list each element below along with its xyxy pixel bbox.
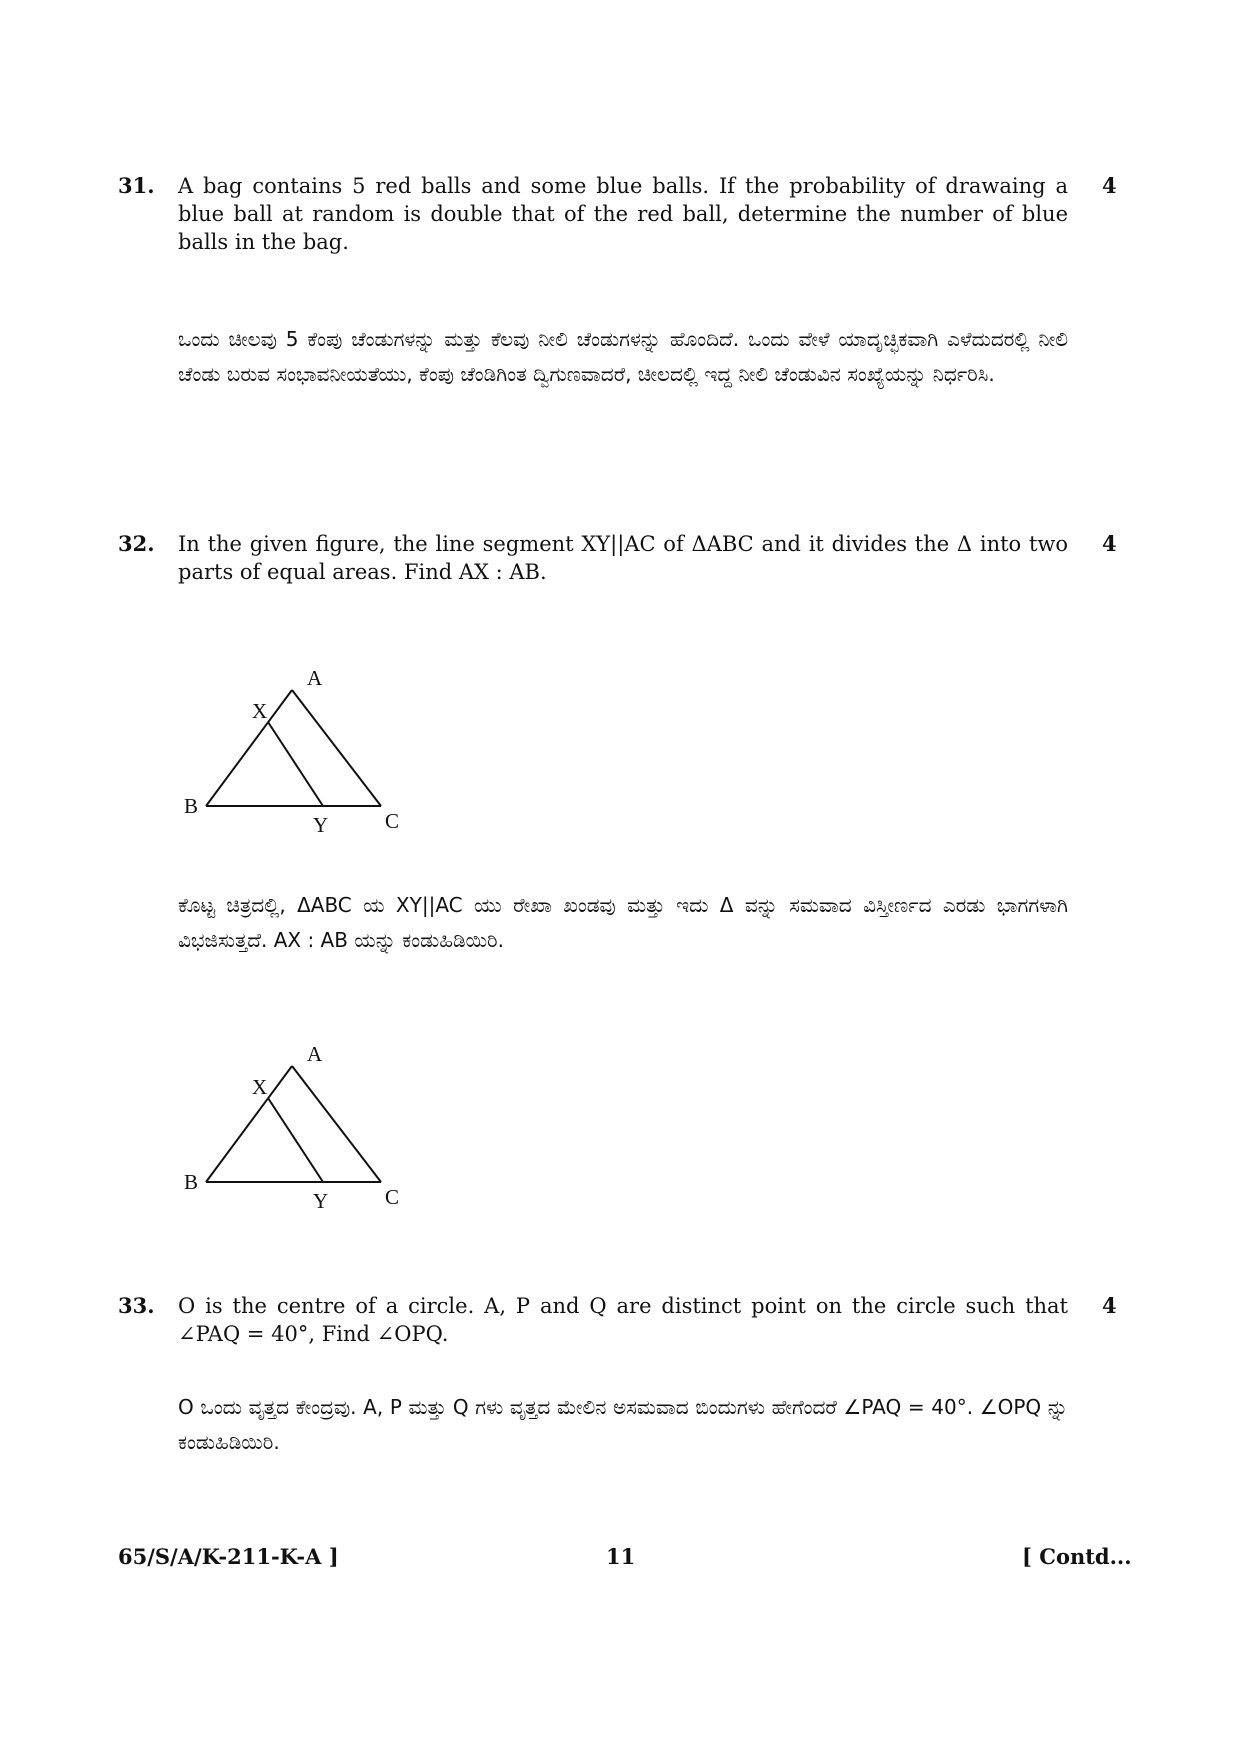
triangle-figure-kannada: [170, 1036, 430, 1216]
side-ac: [292, 690, 381, 806]
question-text-english: A bag contains 5 red balls and some blue balls. If the probability of drawaing a blue ball at random is double that of the red ball, determine the number of blue balls in the bag.: [178, 174, 1068, 254]
question-text-kannada: ಕೊಟ್ಟ ಚಿತ್ರದಲ್ಲಿ, ΔABC ಯ XY||AC ಯು ರೇಖಾ ಖಂಡವು ಮತ್ತು ಇದು Δ ವನ್ನು ಸಮವಾದ ವಿಸ್ತೀರ್ಣದ ಎರಡು ಭಾಗಗಳಾಗಿ ವಿಭಜಿಸುತ್ತದೆ. AX : AB ಯನ್ನು ಕಂಡುಹಿಡಿಯಿರಿ.: [178, 893, 1068, 952]
question-marks: 4: [1102, 173, 1117, 198]
question-text-kannada: O ಒಂದು ವೃತ್ತದ ಕೇಂದ್ರವು. A, P ಮತ್ತು Q ಗಳು ವೃತ್ತದ ಮೇಲಿನ ಅಸಮವಾದ ಬಿಂದುಗಳು ಹೇಗೆಂದರೆ ∠PAQ = 40°. ∠OPQ ನ್ನು ಕಂಡುಹಿಡಿಯಿರಿ.: [178, 1395, 1068, 1454]
question-number: 31.: [118, 173, 155, 198]
segment-xy: [268, 722, 323, 806]
page-number: 11: [606, 1544, 636, 1569]
paper-code: 65/S/A/K-211-K-A ]: [118, 1544, 339, 1569]
question-number: 33.: [118, 1293, 155, 1318]
side-ba: [206, 1066, 292, 1182]
question-marks: 4: [1102, 1293, 1117, 1318]
label-a: A: [307, 1042, 323, 1066]
triangle-figure-english: [170, 660, 430, 840]
question-marks: 4: [1102, 531, 1117, 556]
label-y: Y: [313, 813, 329, 837]
question-number: 32.: [118, 531, 155, 556]
label-c: C: [385, 809, 400, 833]
segment-xy: [268, 1098, 323, 1182]
label-y: Y: [313, 1189, 329, 1213]
question-text-english: In the given figure, the line segment XY||AC of ΔABC and it divides the Δ into two parts of equal areas. Find AX : AB.: [178, 532, 1068, 584]
label-b: B: [184, 794, 199, 818]
contd-label: [ Contd...: [1022, 1544, 1132, 1569]
side-ba: [206, 690, 292, 806]
question-text-english: O is the centre of a circle. A, P and Q are distinct point on the circle such that ∠PAQ = 40°, Find ∠OPQ.: [178, 1294, 1068, 1346]
side-ac: [292, 1066, 381, 1182]
label-b: B: [184, 1170, 199, 1194]
label-x: X: [252, 1075, 268, 1099]
label-x: X: [252, 699, 268, 723]
label-c: C: [385, 1185, 400, 1209]
label-a: A: [307, 666, 323, 690]
question-text-kannada: ಒಂದು ಚೀಲವು 5 ಕೆಂಪು ಚೆಂಡುಗಳನ್ನು ಮತ್ತು ಕೆಲವು ನೀಲಿ ಚೆಂಡುಗಳನ್ನು ಹೊಂದಿದೆ. ಒಂದು ವೇಳೆ ಯಾದೃಚ್ಛಿಕವಾಗಿ ಎಳೆದುದರಲ್ಲಿ ನೀಲಿ ಚೆಂಡು ಬರುವ ಸಂಭಾವನೀಯತೆಯು, ಕೆಂಪು ಚೆಂಡಿಗಿಂತ ದ್ವಿಗುಣವಾದರೆ, ಚೀಲದಲ್ಲಿ ಇದ್ದ ನೀಲಿ ಚೆಂಡುವಿನ ಸಂಖ್ಯೆಯನ್ನು ನಿರ್ಧರಿಸಿ.: [178, 327, 1068, 386]
